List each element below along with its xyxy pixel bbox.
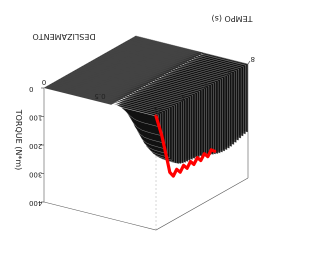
torque-axis-title: TORQUE (N*m) xyxy=(14,109,23,171)
slip-axis-title: DESLIZAMENTO xyxy=(32,32,96,41)
torque-surface xyxy=(41,36,248,164)
slip-tick-label-2: 1 xyxy=(153,106,159,114)
time-tick-label-1: 2 xyxy=(181,94,186,102)
time-tick-label-3: 6 xyxy=(227,68,232,76)
time-tick-label-0: 0 xyxy=(158,107,163,115)
torque-tick-label-1: 100 xyxy=(29,113,43,122)
torque-tick-label-4: 400 xyxy=(29,199,43,207)
slip-tick-label-0: 0 xyxy=(41,78,47,86)
time-axis-title: TEMPO (s) xyxy=(211,14,253,23)
time-tick-label-2: 4 xyxy=(204,81,209,89)
slip-tick-label-1: 0.5 xyxy=(94,92,106,100)
torque-tick-label-0: 0 xyxy=(29,85,34,93)
torque-tick-label-3: 300 xyxy=(29,170,43,179)
bottom-box-edge xyxy=(44,178,248,230)
time-tick-label-4: 8 xyxy=(250,55,255,63)
time-tick-4 xyxy=(248,61,250,64)
torque-tick-label-2: 200 xyxy=(29,142,43,150)
